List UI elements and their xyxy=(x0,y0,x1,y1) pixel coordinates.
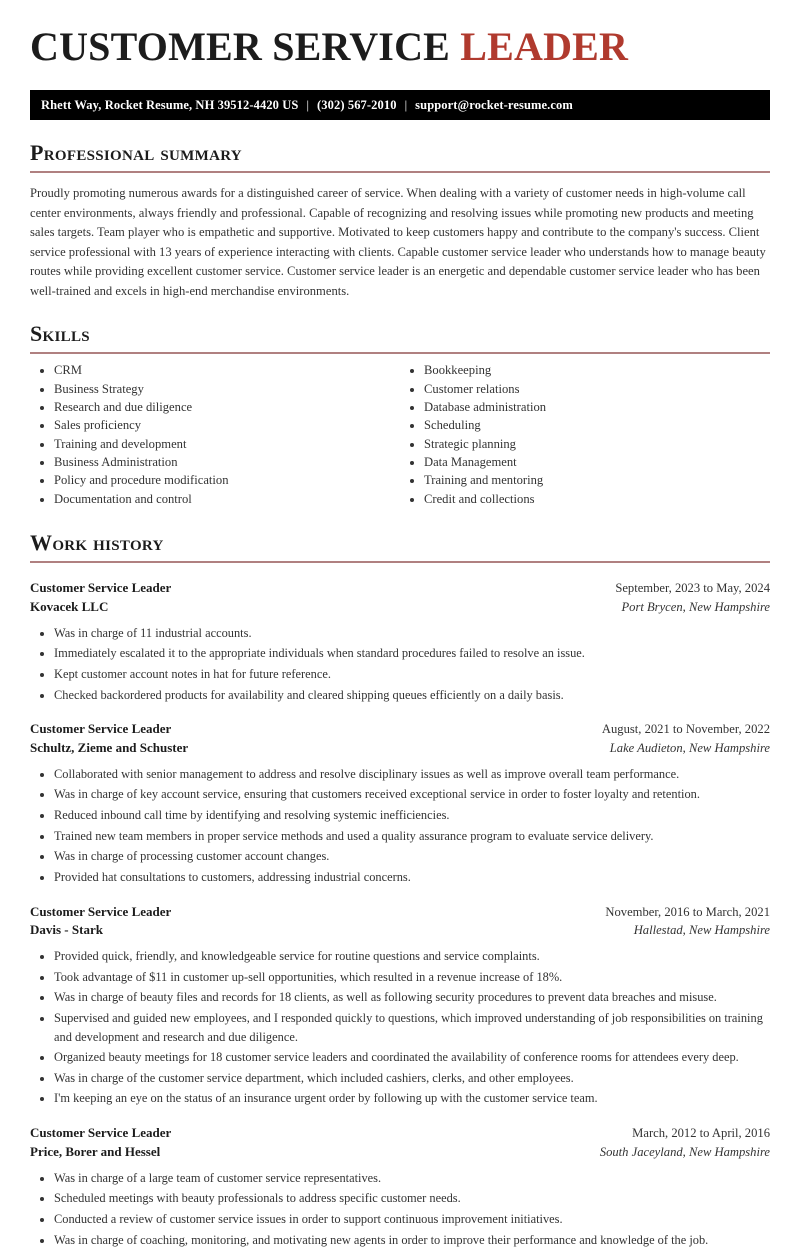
list-item: • Organized beauty meetings for 18 customer service leaders and coordinated the availability of conference rooms for attendees every deep. xyxy=(54,1048,770,1067)
job-location: Hallestad, New Hampshire xyxy=(633,923,770,938)
contact-separator-1: | xyxy=(306,97,310,112)
contact-bar xyxy=(30,90,770,120)
list-item: • Provided hat consultations to customers, addressing industrial concerns. xyxy=(54,868,770,887)
section-divider xyxy=(30,171,770,173)
list-item: • Was in charge of coaching, monitoring, and motivating new agents in order to improve their performance and knowledge of the job. xyxy=(54,1231,770,1249)
name-accent: LEADER xyxy=(460,24,629,69)
section-divider xyxy=(30,561,770,563)
job-entry xyxy=(30,720,770,886)
job-title: Customer Service Leader xyxy=(30,903,172,919)
summary-text: Proudly promoting numerous awards for a distinguished career of service. When dealing with a variety of customer needs in high-volume call center environments, always friendly and professional. Capable of recognizing and resolving issues while promoting new products and meeting sales targets. Team player who is empathetic and supportive. Motivated to keep customers happy and contribute to the company's success. Client service professional with 13 years of experience interacting with clients. Capable customer service leader who understands how to manage beauty routes while providing excellent customer service. Customer service leader is an energetic and dependable customer service leader who has been well-trained and excels in high-end merchandise environments. xyxy=(30,186,766,298)
list-item: • Reduced inbound call time by identifying and resolving systemic inefficiencies. xyxy=(54,806,770,825)
list-item: • Credit and collections xyxy=(424,492,770,507)
job-company-row xyxy=(30,921,770,940)
list-item: • Sales proficiency xyxy=(54,418,400,433)
list-item: • Scheduled meetings with beauty professionals to address specific customer needs. xyxy=(54,1189,770,1208)
section-professional-summary xyxy=(30,141,770,301)
job-bullets xyxy=(30,1169,770,1249)
list-item: • Took advantage of $11 in customer up-sell opportunities, which resulted in a revenue increase of 18%. xyxy=(54,968,770,987)
skills-list-right xyxy=(400,363,770,506)
job-bullets xyxy=(30,947,770,1108)
job-dates: September, 2023 to May, 2024 xyxy=(615,581,770,596)
list-item: • I'm keeping an eye on the status of an insurance urgent order by following up with the customer service team. xyxy=(54,1089,770,1108)
list-item: • Kept customer account notes in hat for future reference. xyxy=(54,665,770,684)
job-entry xyxy=(30,579,770,704)
name-primary: CUSTOMER SERVICE xyxy=(30,24,451,69)
job-company: Schultz, Zieme and Schuster xyxy=(30,740,189,755)
job-company: Price, Borer and Hessel xyxy=(30,1143,161,1159)
section-heading-skills: Skills xyxy=(30,321,90,347)
list-item: • Supervised and guided new employees, and I responded quickly to questions, which improved understanding of job responsibilities on training and development and research and due diligence. xyxy=(54,1009,770,1046)
contact-email[interactable]: support@rocket-resume.com xyxy=(415,97,573,112)
contact-separator-2: | xyxy=(404,97,408,112)
job-title-row xyxy=(30,903,770,922)
list-item: • Was in charge of the customer service department, which included cashiers, clerks, and other employees. xyxy=(54,1069,770,1088)
list-item: • Database administration xyxy=(424,400,770,415)
list-item: • Documentation and control xyxy=(54,492,400,507)
list-item: • Customer relations xyxy=(424,382,770,397)
list-item: • Was in charge of beauty files and records for 18 clients, as well as following security procedures to prevent data breaches and misuse. xyxy=(54,988,770,1007)
job-location: Lake Audieton, New Hampshire xyxy=(609,741,770,755)
job-title: Customer Service Leader xyxy=(30,580,172,596)
list-item: • Was in charge of 11 industrial accounts. xyxy=(54,624,770,643)
section-divider xyxy=(30,352,770,354)
section-skills xyxy=(30,322,770,510)
job-dates: November, 2016 to March, 2021 xyxy=(605,904,770,919)
skills-column-right xyxy=(400,363,770,509)
list-item: • Policy and procedure modification xyxy=(54,473,400,488)
list-item: • Checked backordered products for availability and cleared shipping queues efficiently on a daily basis. xyxy=(54,686,770,705)
list-item: • Immediately escalated it to the appropriate individuals when standard procedures failed to resolve an issue. xyxy=(54,644,770,663)
list-item: • Business Administration xyxy=(54,455,400,470)
list-item: • Training and development xyxy=(54,437,400,452)
page-title xyxy=(30,0,770,67)
job-company-row xyxy=(30,1143,770,1162)
job-bullets xyxy=(30,765,770,887)
list-item: • Was in charge of key account service, ensuring that customers received exceptional service in order to foster loyalty and retention. xyxy=(54,785,770,804)
list-item: • Collaborated with senior management to address and resolve disciplinary issues as well as improve overall team performance. xyxy=(54,765,770,784)
job-title-row xyxy=(30,579,770,598)
job-company: Davis - Stark xyxy=(30,922,103,938)
list-item: • Strategic planning xyxy=(424,437,770,452)
job-title-row xyxy=(30,720,770,739)
skills-columns xyxy=(30,363,770,509)
job-bullets xyxy=(30,624,770,704)
list-item: • Data Management xyxy=(424,455,770,470)
job-title: Customer Service Leader xyxy=(30,721,172,737)
job-list xyxy=(30,579,770,1249)
job-title-row xyxy=(30,1124,770,1143)
job-dates: March, 2012 to April, 2016 xyxy=(632,1126,770,1141)
list-item: • Was in charge of processing customer account changes. xyxy=(54,847,770,866)
section-heading-summary: Professional summary xyxy=(30,140,242,165)
skills-list-left xyxy=(30,363,400,506)
list-item: • Scheduling xyxy=(424,418,770,433)
list-item: • Research and due diligence xyxy=(54,400,400,415)
job-company-row xyxy=(30,598,770,617)
job-entry xyxy=(30,1124,770,1249)
job-company-row xyxy=(30,739,770,758)
job-entry xyxy=(30,903,770,1109)
skills-column-left xyxy=(30,363,400,509)
section-work-history xyxy=(30,531,770,1249)
list-item: • Was in charge of a large team of customer service representatives. xyxy=(54,1169,770,1188)
list-item: • CRM xyxy=(54,363,400,378)
list-item: • Trained new team members in proper service methods and used a quality assurance program to evaluate service delivery. xyxy=(54,827,770,846)
list-item: • Training and mentoring xyxy=(424,473,770,488)
list-item: • Provided quick, friendly, and knowledgeable service for routine questions and service complaints. xyxy=(54,947,770,966)
job-location: Port Brycen, New Hampshire xyxy=(621,599,770,614)
job-title: Customer Service Leader xyxy=(30,1125,172,1141)
list-item: • Conducted a review of customer service issues in order to support continuous improvement initiatives. xyxy=(54,1210,770,1229)
contact-phone[interactable]: (302) 567-2010 xyxy=(317,97,397,112)
contact-address: Rhett Way, Rocket Resume, NH 39512-4420 US xyxy=(41,97,299,112)
list-item: • Business Strategy xyxy=(54,382,400,397)
section-heading-work-history: Work history xyxy=(30,529,164,555)
job-location: South Jaceyland, New Hampshire xyxy=(599,1144,770,1159)
job-company: Kovacek LLC xyxy=(30,598,109,614)
list-item: • Bookkeeping xyxy=(424,363,770,378)
job-dates: August, 2021 to November, 2022 xyxy=(601,722,770,737)
